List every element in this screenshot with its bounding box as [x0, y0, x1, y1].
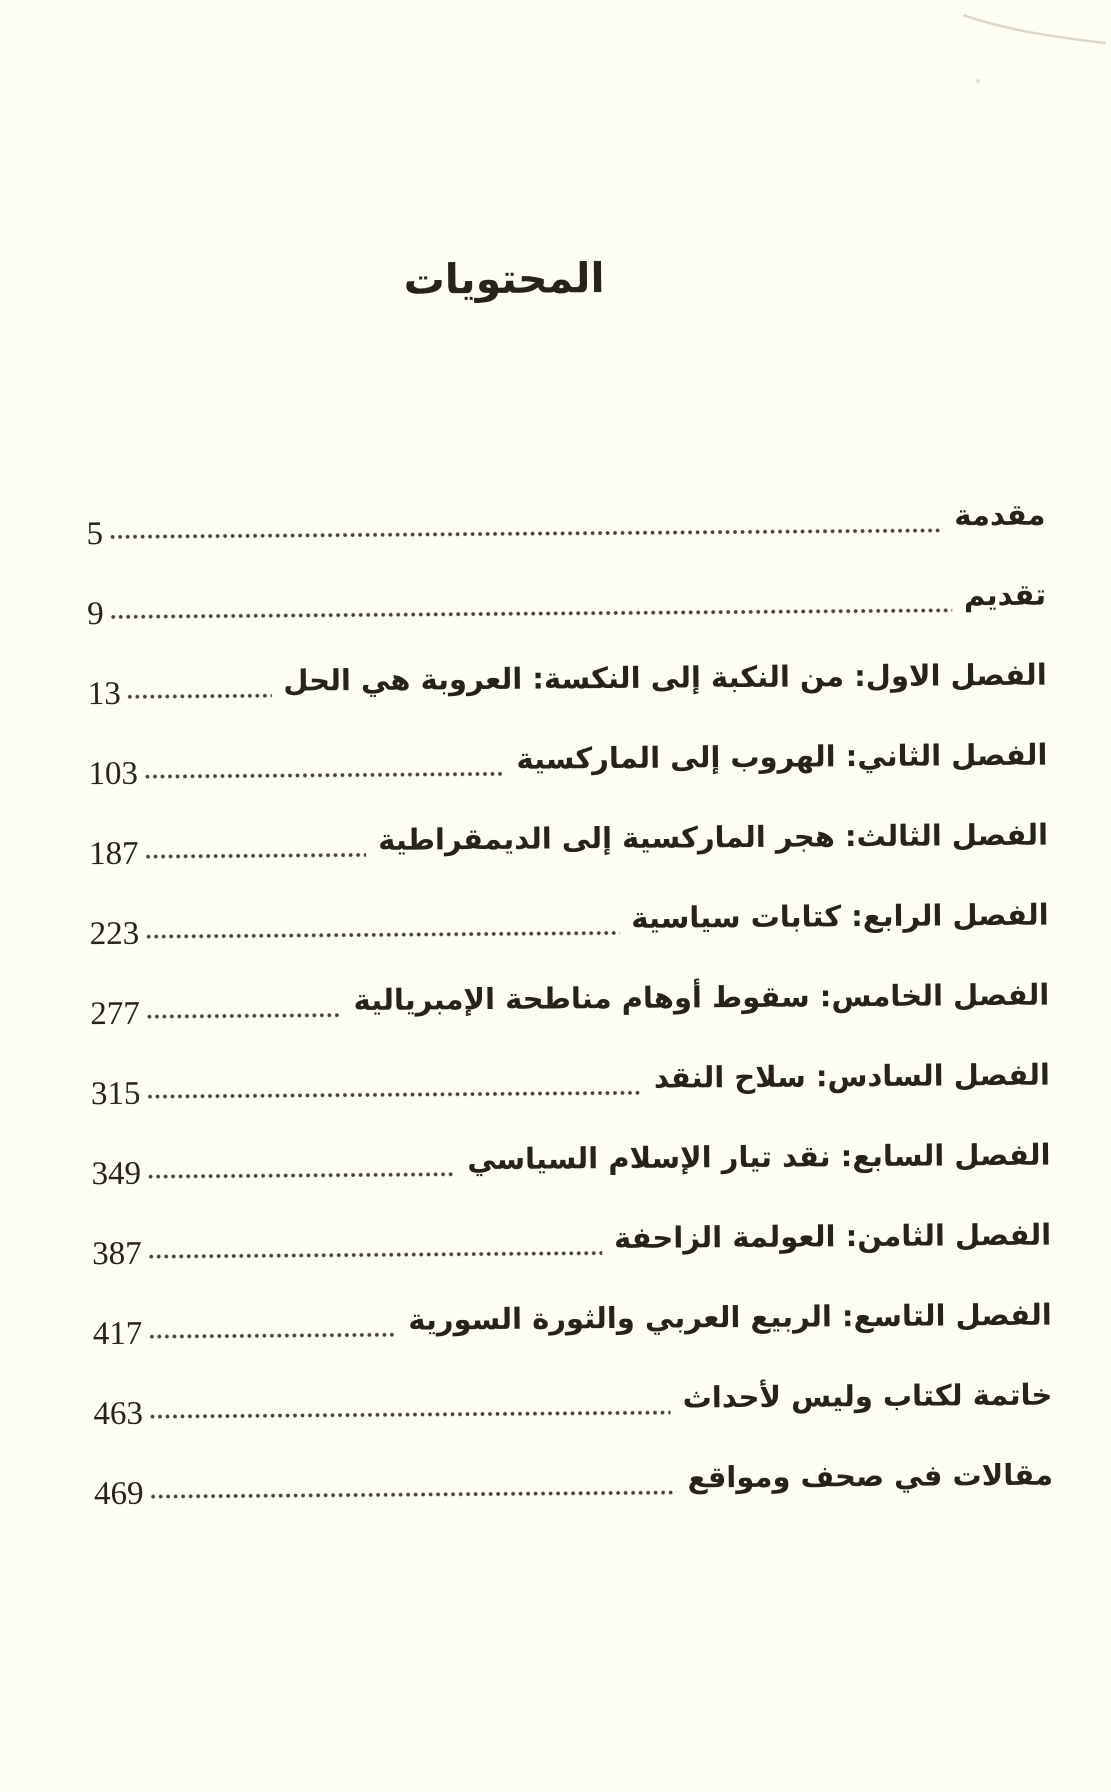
toc-entry-label: الفصل الخامس: سقوط أوهام مناطحة الإمبريالية — [353, 977, 1050, 1017]
toc-entry-page: 223 — [89, 915, 140, 952]
toc-entry — [91, 1035, 1051, 1123]
toc-entry — [94, 1435, 1054, 1523]
toc-entry-label: الفصل الرابع: كتابات سياسية — [631, 897, 1049, 935]
dot-leader — [110, 606, 952, 621]
toc-entry-label: تقديم — [963, 577, 1047, 612]
toc-entry — [87, 555, 1047, 643]
toc-entry-label: الفصل الثامن: العولمة الزاحفة — [613, 1217, 1052, 1255]
toc-entry — [92, 1275, 1052, 1363]
toc-entry-label: الفصل الثالث: هجر الماركسية إلى الديمقراطية — [378, 817, 1049, 857]
toc-entry — [88, 715, 1048, 803]
dot-leader — [147, 1170, 455, 1180]
dot-leader — [127, 692, 272, 701]
toc-entry-page: 349 — [91, 1155, 142, 1192]
dot-leader — [109, 526, 942, 541]
toc-entry-label: مقدمة — [954, 497, 1046, 532]
toc-entry-page: 469 — [93, 1475, 144, 1512]
toc-entry-label: الفصل السابع: نقد تيار الإسلام السياسي — [467, 1137, 1051, 1176]
toc-entry-page: 13 — [87, 675, 121, 712]
toc-entry-label: مقالات في صحف ومواقع — [687, 1457, 1054, 1494]
dot-leader — [144, 770, 505, 781]
dot-leader — [148, 1249, 602, 1261]
toc-entry-label: الفصل الثاني: الهروب إلى الماركسية — [516, 737, 1048, 776]
toc-entry-page: 103 — [88, 755, 139, 792]
toc-entry-label: الفصل التاسع: الربيع العربي والثورة السورية — [408, 1297, 1052, 1337]
toc-entry — [93, 1355, 1053, 1443]
toc-entry-page: 463 — [93, 1395, 144, 1432]
dot-leader — [146, 1011, 342, 1021]
dot-leader — [145, 929, 619, 941]
toc-entry — [89, 875, 1049, 963]
toc-entry-page: 315 — [90, 1075, 141, 1112]
scan-crease-artifact — [805, 0, 1106, 128]
dot-leader — [150, 1489, 676, 1501]
dot-leader — [148, 1331, 396, 1341]
toc-entry-page: 5 — [86, 515, 104, 552]
toc-entry — [86, 475, 1046, 563]
toc-entry — [90, 955, 1050, 1043]
page-title: المحتويات — [403, 254, 605, 304]
toc-entry-page: 387 — [92, 1235, 142, 1272]
dot-leader — [149, 1409, 671, 1421]
toc-entry-page: 277 — [90, 995, 140, 1032]
toc-entry — [92, 1195, 1052, 1283]
dot-leader — [146, 1089, 642, 1101]
toc-entry — [89, 795, 1049, 883]
toc-entry — [91, 1115, 1051, 1203]
dot-leader — [145, 851, 367, 861]
toc-entry-label: خاتمة لكتاب وليس لأحداث — [682, 1377, 1053, 1414]
toc-entry-page: 417 — [92, 1315, 143, 1352]
toc-entry-label: الفصل السادس: سلاح النقد — [653, 1057, 1050, 1095]
toc-list — [86, 475, 1053, 1522]
toc-entry-page: 9 — [87, 595, 104, 632]
toc-entry — [87, 635, 1047, 723]
toc-entry-label: الفصل الاول: من النكبة إلى النكسة: العروبة هي الحل — [283, 657, 1047, 698]
toc-entry-page: 187 — [88, 835, 139, 872]
